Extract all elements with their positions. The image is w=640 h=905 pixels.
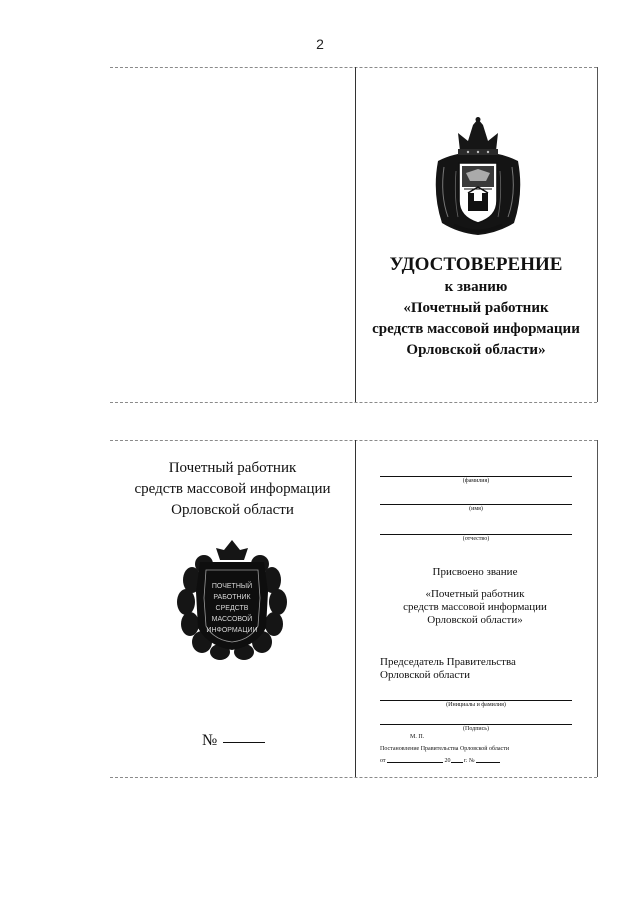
cut-line-bottom (110, 777, 597, 778)
inner-title-line: средств массовой информации (134, 481, 331, 497)
awarded-title-line: Орловской области» (427, 614, 523, 626)
badge-emblem-icon (176, 536, 288, 662)
chairman-line: Председатель Правительства (380, 656, 516, 668)
page-number: 2 (316, 36, 324, 52)
certificate-cover-spread (110, 67, 597, 402)
inner-title-block (110, 458, 355, 521)
cover-line: средств массовой информации (372, 321, 580, 337)
fold-line (355, 440, 356, 777)
badge-text-line: ПОЧЕТНЫЙ (211, 583, 253, 590)
awarded-title-block (362, 588, 588, 627)
patronymic-line (380, 534, 572, 535)
cut-line-top (110, 67, 597, 68)
inner-title-line: Почетный работник (168, 460, 297, 476)
chairman-block (380, 656, 516, 682)
awarded-title-line: «Почетный работник (425, 588, 525, 600)
badge-text-line: РАБОТНИК (213, 594, 251, 601)
date-blank (387, 762, 443, 763)
badge-text-line: СРЕДСТВ (215, 605, 249, 612)
resolution-date-line (380, 758, 500, 764)
coat-of-arms-icon (428, 117, 528, 239)
badge-text-line: МАССОВОЙ (211, 616, 253, 623)
cover-line: «Почетный работник (403, 300, 549, 316)
number-label: № (202, 732, 218, 749)
awarded-title-line: средств массовой информации (403, 601, 547, 613)
year-blank (451, 762, 463, 763)
initials-caption: (Инициалы и фамилия) (446, 702, 506, 708)
surname-caption: (фамилия) (462, 478, 490, 484)
initials-line (380, 700, 572, 701)
name-line (380, 504, 572, 505)
cover-line: к званию (444, 279, 508, 295)
resolution-text: Постановление Правительства Орловской области (380, 746, 510, 752)
surname-line (380, 476, 572, 477)
cover-line: Орловской области» (406, 342, 546, 358)
chairman-line: Орловской области (380, 669, 470, 681)
stamp-place: М. П. (410, 734, 425, 740)
patronymic-caption: (отчество) (462, 536, 490, 542)
date-prefix: от (380, 758, 386, 764)
cover-title-block (355, 253, 597, 361)
date-suffix: г. № (464, 758, 475, 764)
cut-line-bottom (110, 402, 597, 403)
cut-line-top (110, 440, 597, 441)
inner-title-line: Орловской области (171, 502, 294, 518)
name-caption: (имя) (469, 506, 483, 512)
badge-text-line: ИНФОРМАЦИИ (206, 627, 258, 634)
certificate-inner-spread (110, 440, 597, 777)
number-blank (223, 742, 265, 743)
signature-caption: (Подпись) (462, 726, 490, 732)
assigned-label: Присвоено звание (432, 566, 518, 578)
number-blank (476, 762, 500, 763)
date-year: 20 (444, 758, 451, 764)
certificate-heading: УДОСТОВЕРЕНИЕ (389, 254, 563, 275)
signature-line (380, 724, 572, 725)
right-edge (597, 67, 598, 402)
certificate-number (202, 732, 265, 750)
right-edge (597, 440, 598, 777)
